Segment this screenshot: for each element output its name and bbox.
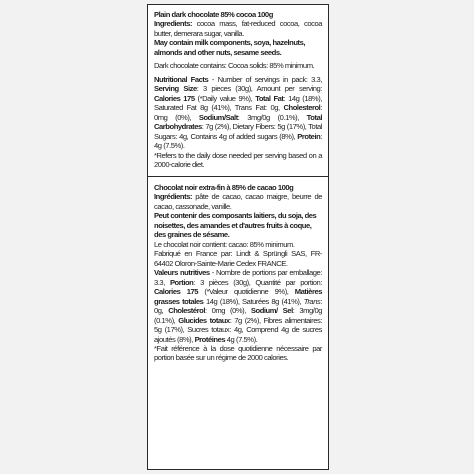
- sodium-text: : 3mg/0g (0.1%),: [237, 112, 299, 122]
- protein-label: Protéines: [194, 334, 226, 344]
- calories-text: (*Valeur quotidienne 9%),: [198, 287, 289, 297]
- french-allergen-warning: Peut contenir des composants laitiers, du soja, des noisettes, des amandes et d'autres fruits à coque, des graines de sésame.: [154, 211, 317, 240]
- ingredients-text: pâte de cacao, cacao maigre, beurre de cacao, cassonade, vanille.: [154, 192, 322, 211]
- ingredients-label: Ingrédients:: [154, 192, 193, 202]
- english-footnote: *Refers to the daily dose needed per serving based on a 2000-calorie diet.: [154, 150, 322, 170]
- total-fat-text: 14g (18%), Saturées 8g (41%),: [203, 296, 302, 306]
- carbohydrates-label: Total Carbohydrates: [154, 112, 322, 132]
- portion-label: Portion: [169, 277, 194, 287]
- french-ingredients: [154, 192, 322, 211]
- carbohydrates-text: : 7g (2%), Dietary Fibers: 5g (17%), Total Sugars: 4g, Contains 4g of added sugars (8%),: [154, 122, 322, 141]
- servings-text: - Nombre de portions par emballage: 3.3,: [154, 268, 322, 287]
- serving-size-label: Serving Size: [154, 84, 197, 94]
- servings-text: - Number of servings in pack: 3.3,: [208, 74, 322, 84]
- serving-size-text: : 3 pieces (30g), Amount per serving:: [196, 84, 322, 94]
- french-cocoa-solids: Le chocolat noir contient: cacao: 85% minimum.: [154, 239, 295, 249]
- trans-fat-text: : 0g,: [154, 296, 322, 316]
- sodium-label: Sodium/Salt: [198, 112, 238, 122]
- cholesterol-label: Cholesterol: [283, 103, 321, 113]
- ingredients-label: Ingredients:: [154, 19, 193, 29]
- french-nutrition-facts: [154, 268, 322, 344]
- portion-text: : 3 pièces (30g), Quantité par portion:: [193, 277, 322, 287]
- total-fat-label: Matières grasses totales: [154, 287, 322, 306]
- english-ingredients: [154, 19, 322, 38]
- total-fat-label: Total Fat: [255, 93, 284, 103]
- calories-text: (*Daily value 9%),: [194, 93, 253, 103]
- cholesterol-text: : 0mg (0%),: [205, 306, 246, 316]
- english-nutrition-facts: [154, 75, 322, 151]
- trans-fat-label: Trans: [303, 296, 321, 306]
- french-footnote: *Fait référence à la dose quotidienne nécessaire par portion basée sur un régime de 2000 calories.: [154, 343, 322, 363]
- protein-label: Protein: [297, 131, 321, 141]
- carbohydrates-label: Glucides totaux: [178, 315, 230, 325]
- english-allergen-warning: May contain milk components, soya, hazelnuts, almonds and other nuts, sesame seeds.: [154, 38, 306, 57]
- language-divider: [148, 176, 328, 177]
- saturated-fat-text: Saturated Fat 8g (41%), Trans Fat: 0g,: [154, 103, 280, 113]
- sodium-label: Sodium/ Sel: [250, 306, 293, 316]
- sodium-text: : 3mg/0g (0.1%),: [154, 306, 322, 325]
- total-fat-text: : 14g (18%),: [283, 93, 322, 103]
- nutrition-facts-label: Nutritional Facts: [154, 74, 209, 84]
- french-title: Chocolat noir extra-fin à 85% de cacao 100g: [154, 182, 294, 192]
- carbohydrates-text: : 7g (2%), Fibres alimentaires: 5g (17%), Sucres totaux: 4g, Comprend 4g de sucres ajoutés (8%),: [154, 315, 322, 344]
- cholesterol-label: Cholestérol: [168, 306, 206, 316]
- nutrition-facts-label: Valeurs nutritives: [154, 268, 210, 278]
- calories-label: Calories 175: [154, 287, 199, 297]
- protein-text: 4g (7.5%).: [225, 334, 258, 344]
- french-manufacturer: Fabriqué en France par: Lindt & Sprüngli SAS, FR-64402 Oloron-Sainte-Marie Cedex FRANCE.: [154, 249, 322, 268]
- english-title: Plain dark chocolate 85% cocoa 100g: [154, 10, 273, 19]
- cholesterol-text: : 0mg (0%),: [154, 103, 322, 122]
- ingredients-text: cocoa mass, fat-reduced cocoa, cocoa butter, demerara sugar, vanilla.: [154, 19, 322, 38]
- protein-text: : 4g (7.5%).: [154, 131, 322, 151]
- english-cocoa-solids: Dark chocolate contains: Cocoa solids: 85% minimum.: [154, 61, 315, 71]
- calories-label: Calories 175: [154, 93, 195, 103]
- nutrition-label-panel: [147, 4, 329, 470]
